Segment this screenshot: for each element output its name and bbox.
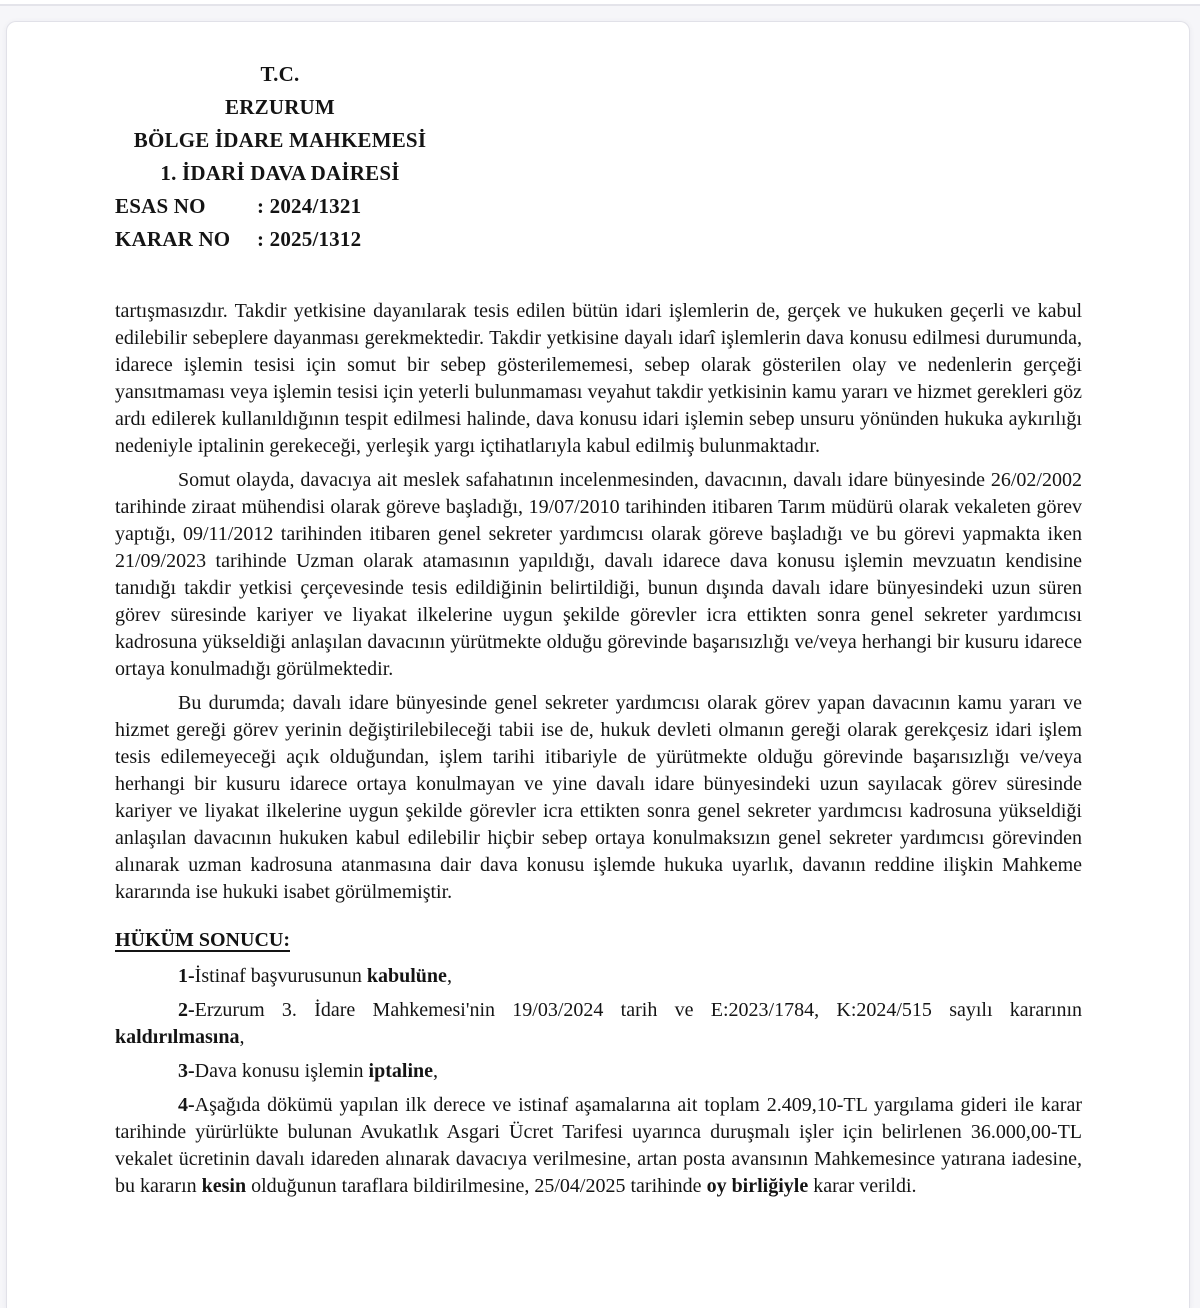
paragraph-bu-durumda: Bu durumda; davalı idare bünyesinde genel sekreter yardımcısı olarak görev yapan davacının kamu yararı ve hizmet gereği görev yerinin değiştirilebileceği tabii ise de, hukuk devleti olmanın gereği olarak gerekçesiz idari işlem tesis edilemeyeceği açık olduğundan, işlem tarihi itibariyle de yürütmekte olduğu görevinde başarısızlığı ve/veya herhangi bir kusuru idarece ortaya konulmayan ve yine davalı idare bünyesindeki uzun sayılacak görev süresinde kariyer ve liyakat ilkelerine uygun şekilde görevler icra ettikten sonra genel sekreter yardımcısı kadrosuna yükseldiği anlaşılan davacının hukuken kabul edilebilir hiçbir sebep ortaya konulmaksızın genel sekreter yardımcısı görevinden alınarak uzman kadrosuna atanmasına dair dava konusu işlemde hukuka uyarlık, davanın reddine ilişkin Mahkeme kararında ise hukuki isabet görülmemiştir. [115, 692, 1082, 903]
karar-no-value: : 2025/1312 [257, 227, 362, 251]
esas-no-row [115, 190, 445, 223]
top-divider-line [0, 4, 1200, 6]
ruling-item-1: 1-İstinaf başvurusunun kabulüne, [178, 965, 452, 987]
court-decision-page [6, 21, 1190, 1308]
header-city: ERZURUM [225, 95, 335, 119]
karar-no-row [115, 223, 445, 256]
header-chamber-name: 1. İDARİ DAVA DAİRESİ [160, 161, 400, 185]
paragraph-takdir-yetkisi: tartışmasızdır. Takdir yetkisine dayanılarak tesis edilen bütün idari işlemlerin de, gerçek ve hukuken geçerli ve kabul edilebilir sebeplere dayanması gerekmektedir. Takdir yetkisine dayalı idarî işlemlerin dava konusu edilmesi durumunda, idarece işlemin tesisi için somut bir sebep gösterilememesi, sebep olarak gösterilen olay ve nedenlerin gerçeği yansıtmaması veya işlemin tesisi için yeterli bulunmaması veyahut takdir yetkisinin kamu yararı ve hizmet gerekleri göz ardı edilerek kullanıldığının tespit edilmesi halinde, dava konusu idari işlemin sebep unsuru yönünden hukuka aykırılığı nedeniyle iptalinin gerekeceği, yerleşik yargı içtihatlarıyla kabul edilmiş bulunmaktadır. [115, 300, 1082, 457]
paragraph-somut-olayda: Somut olayda, davacıya ait meslek safahatının incelenmesinden, davacının, davalı idare bünyesinde 26/02/2002 tarihinde ziraat mühendisi olarak göreve başladığı, 19/07/2010 tarihinden itibaren Tarım müdürü olarak vekaleten görev yaptığı, 09/11/2012 tarihinden itibaren genel sekreter yardımcısı olarak göreve başladığı ve bu görevi yapmakta iken 21/09/2023 tarihinde Uzman olarak atamasının yapıldığı, davalı idarece dava konusu işlemin mevzuatın kendisine tanıdığı takdir yetkisi çerçevesinde tesis edildiğinin belirtildiği, bunun dışında davalı idare bünyesindeki uzun süren görev süresinde kariyer ve liyakat ilkelerine uygun şekilde görevler icra ettikten sonra genel sekreter yardımcısı kadrosuna yükseldiği anlaşılan davacının yürütmekte olduğu görevinde başarısızlığı ve/veya herhangi bir kusuru idarece ortaya konulmadığı görülmektedir. [115, 469, 1082, 680]
ruling-section-heading [115, 927, 1082, 954]
karar-no-label: KARAR NO [115, 227, 231, 251]
ruling-item-3: 3-Dava konusu işlemin iptaline, [178, 1060, 438, 1082]
ruling-item-2: 2-Erzurum 3. İdare Mahkemesi'nin 19/03/2024 tarih ve E:2023/1784, K:2024/515 sayılı kararının kaldırılmasına, [115, 999, 1082, 1048]
document-body [115, 298, 1082, 1200]
esas-no-value: : 2024/1321 [257, 194, 362, 218]
ruling-heading-text: HÜKÜM SONUCU: [115, 929, 290, 951]
ruling-item-4: 4-Aşağıda dökümü yapılan ilk derece ve istinaf aşamalarına ait toplam 2.409,10-TL yargılama gideri ile karar tarihinde yürürlükte bulunan Avukatlık Asgari Ücret Tarifesi uyarınca duruşmalı işler için belirlenen 36.000,00-TL vekalet ücretinin davalı idareden alınarak davacıya verilmesine, artan posta avansının Mahkemesince yatırana iadesine, bu kararın kesin olduğunun taraflara bildirilmesine, 25/04/2025 tarihinde oy birliğiyle karar verildi. [115, 1094, 1082, 1197]
document-header [115, 58, 1082, 256]
header-republic: T.C. [260, 62, 300, 86]
esas-no-label: ESAS NO [115, 194, 206, 218]
header-court-name: BÖLGE İDARE MAHKEMESİ [133, 128, 427, 152]
